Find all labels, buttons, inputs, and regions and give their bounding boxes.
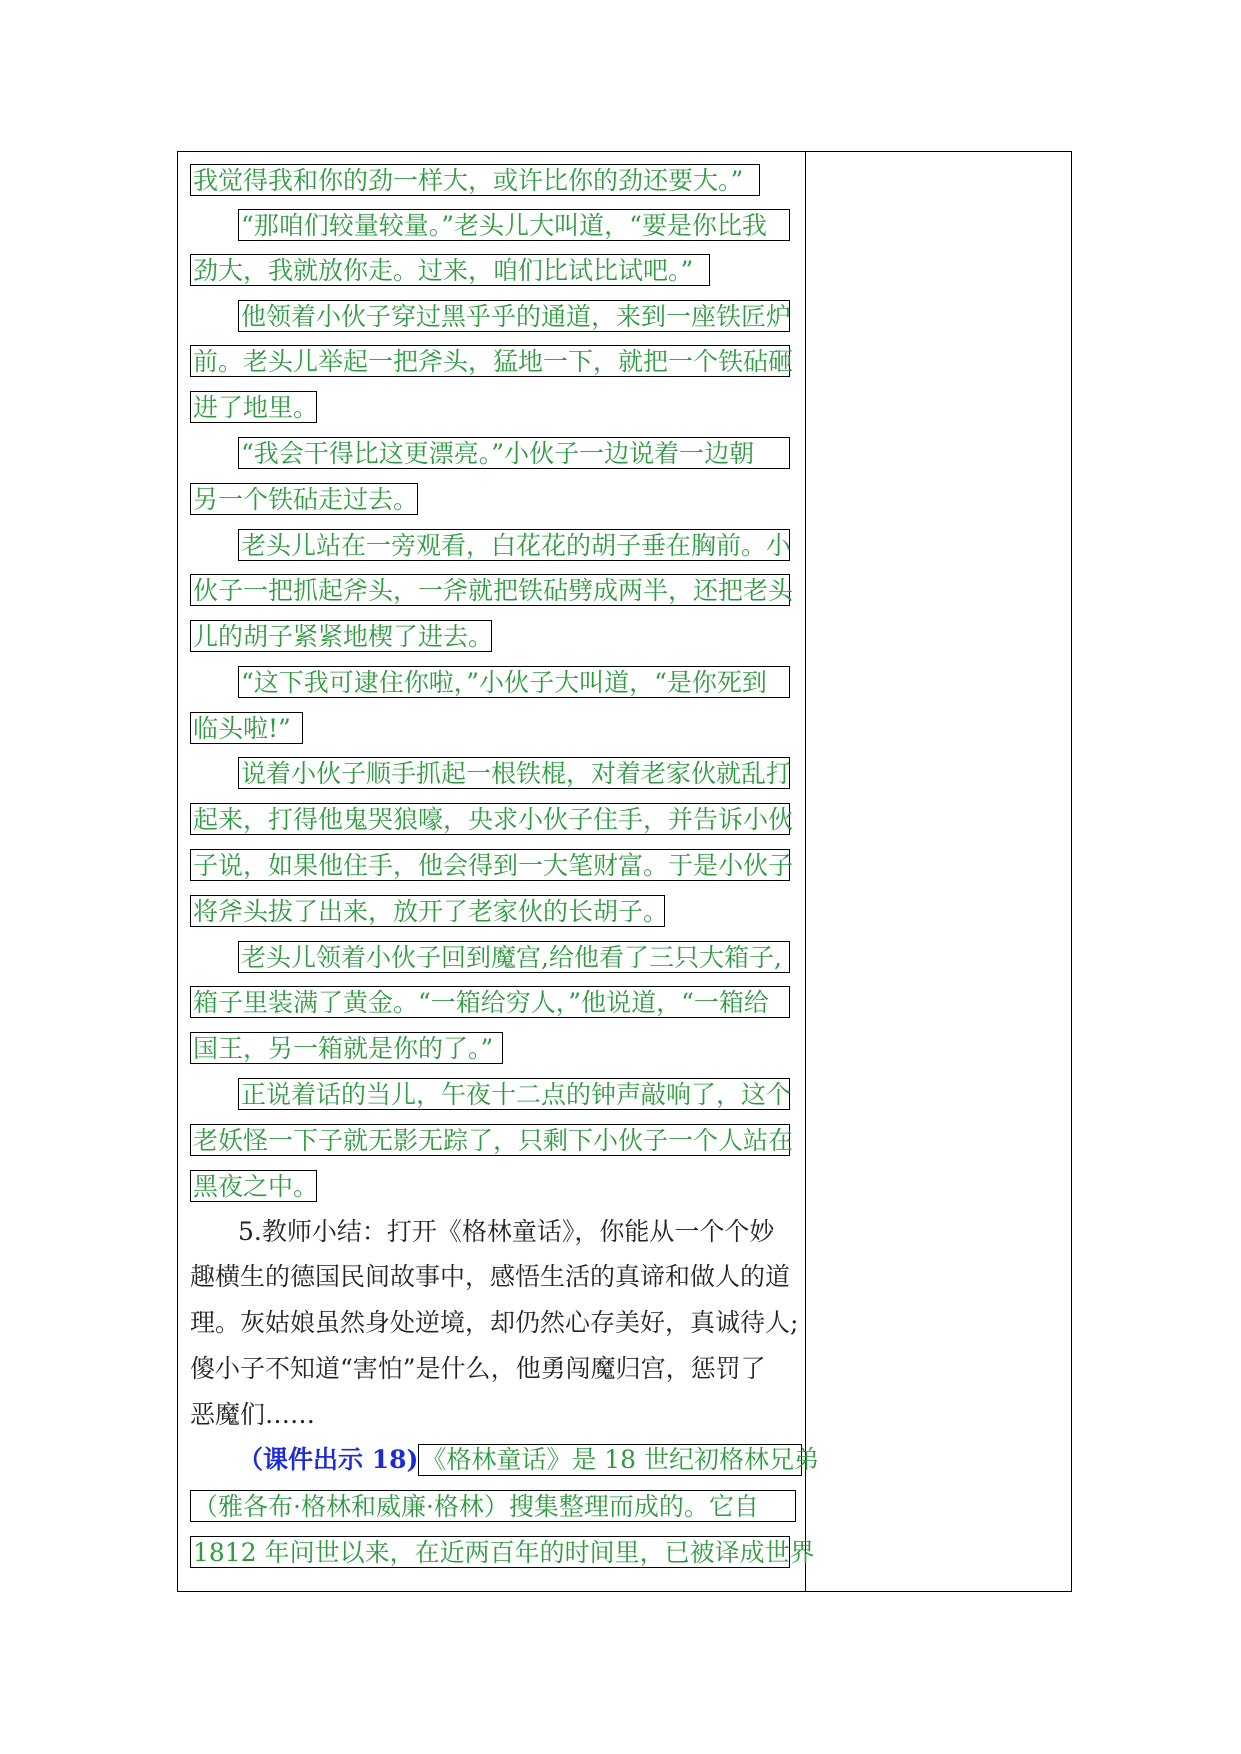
text-line: 我觉得我和你的劲一样大，或许比你的劲还要大。” — [190, 164, 760, 196]
text-line: 伙子一把抓起斧头，一斧就把铁砧劈成两半，还把老头 — [190, 574, 790, 606]
text-line: 临头啦!” — [190, 712, 303, 744]
text-line: 国王，另一箱就是你的了。” — [190, 1032, 503, 1064]
text-line: 5.教师小结：打开《格林童话》，你能从一个个妙 — [238, 1217, 775, 1246]
text-line: 趣横生的德国民间故事中，感悟生活的真谛和做人的道 — [190, 1262, 791, 1291]
column-divider — [805, 151, 806, 1592]
text-line: 儿的胡子紧紧地楔了进去。 — [190, 620, 492, 652]
text-line: 子说，如果他住手，他会得到一大笔财富。于是小伙子 — [190, 849, 790, 881]
text-line: （雅各布·格林和威廉·格林）搜集整理而成的。它自 — [190, 1490, 796, 1522]
text-line: “我会干得比这更漂亮。”小伙子一边说着一边朝 — [238, 437, 790, 469]
text-line: 说着小伙子顺手抓起一根铁棍，对着老家伙就乱打 — [238, 757, 790, 789]
text-line: 老妖怪一下子就无影无踪了，只剩下小伙子一个人站在 — [190, 1124, 790, 1156]
text-line: 前。老头儿举起一把斧头，猛地一下，就把一个铁砧砸 — [190, 345, 790, 377]
text-line: 起来，打得他鬼哭狼嚎，央求小伙子住手，并告诉小伙 — [190, 803, 790, 835]
text-line: 傻小子不知道“害怕”是什么，他勇闯魔归宫，惩罚了 — [190, 1354, 766, 1383]
text-line: 老头儿领着小伙子回到魔宫,给他看了三只大箱子, — [238, 941, 790, 973]
text-line: 箱子里装满了黄金。“一箱给穷人，”他说道，“一箱给 — [190, 986, 790, 1018]
text-line: 恶魔们…… — [190, 1400, 316, 1429]
text-line: 劲大，我就放你走。过来，咱们比试比试吧。” — [190, 254, 710, 286]
text-line: 老头儿站在一旁观看，白花花的胡子垂在胸前。小 — [238, 529, 790, 561]
text-line: 他领着小伙子穿过黑乎乎的通道，来到一座铁匠炉 — [238, 300, 790, 332]
text-line: “那咱们较量较量。”老头儿大叫道，“要是你比我 — [238, 209, 790, 241]
text-line: 黑夜之中。 — [190, 1170, 317, 1202]
boxed-text: 《格林童话》是 18 世纪初格林兄弟 — [418, 1444, 802, 1476]
text-line: 进了地里。 — [190, 391, 317, 423]
text-line: 正说着话的当儿，午夜十二点的钟声敲响了，这个 — [238, 1078, 790, 1110]
text-line: “这下我可逮住你啦，”小伙子大叫道，“是你死到 — [238, 666, 790, 698]
text-line: 1812 年问世以来，在近两百年的时间里，已被译成世界 — [190, 1536, 790, 1568]
text-line: 理。灰姑娘虽然身处逆境，却仍然心存美好，真诚待人; — [190, 1308, 799, 1337]
courseware-label: （课件出示 18) — [238, 1445, 419, 1474]
text-line — [238, 1444, 820, 1476]
text-line: 将斧头拔了出来，放开了老家伙的长胡子。 — [190, 895, 665, 927]
text-line: 另一个铁砧走过去。 — [190, 483, 418, 515]
